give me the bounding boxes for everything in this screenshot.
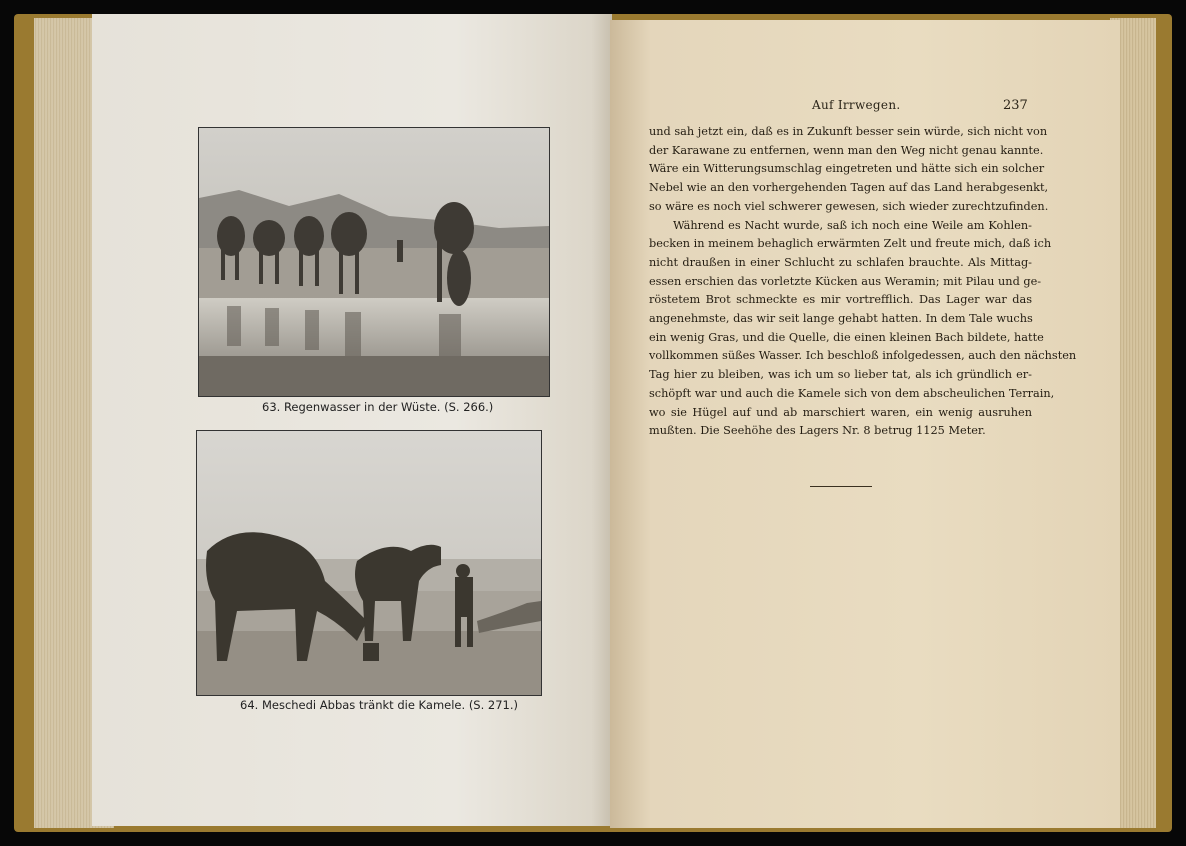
figure-63-number: 63. [262, 400, 281, 414]
text-line: becken in meinem behaglich erwärmten Zelt und freute mich, daß ich [649, 237, 1052, 251]
text-line: angenehmste, das wir seit lange gehabt hatten. In dem Tale wuchs [649, 312, 1033, 326]
section-separator [810, 486, 872, 487]
figure-64-caption [240, 698, 518, 712]
text-line: vollkommen süßes Wasser. Ich beschloß infolgedessen, auch den nächsten [649, 349, 1077, 363]
running-head: Auf Irrwegen. [812, 98, 901, 112]
text-line: so wäre es noch viel schwerer gewesen, sich wieder zurechtzufinden. [649, 199, 1049, 213]
figure-64-photo [196, 430, 542, 696]
text-line: Nebel wie an den vorhergehenden Tagen auf das Land herabgesenkt, [649, 181, 1049, 195]
text-line: mußten. Die Seehöhe des Lagers Nr. 8 betrug 1125 Meter. [649, 424, 986, 438]
text-line: schöpft war und auch die Kamele sich von dem abscheulichen Terrain, [649, 386, 1055, 400]
paragraph [649, 123, 1049, 217]
figure-64-reference: (S. 271.) [468, 698, 519, 712]
figure-63-photo [198, 127, 550, 397]
text-line: essen erschien das vorletzte Kücken aus Weramin; mit Pilau und ge- [649, 274, 1042, 288]
text-line: Tag hier zu bleiben, was ich um so lieber tat, als ich gründlich er- [649, 368, 1032, 382]
figure-63-title: Regenwasser in der Wüste. [283, 400, 441, 414]
text-line: der Karawane zu entfernen, wenn man den Weg nicht genau kannte. [649, 143, 1044, 157]
text-line: und sah jetzt ein, daß es in Zukunft besser sein würde, sich nicht von [649, 125, 1048, 138]
figure-63-caption [262, 400, 493, 414]
text-line: röstetem Brot schmeckte es mir vortrefflich. Das Lager war das [649, 293, 1032, 307]
text-line: ein wenig Gras, und die Quelle, die einen kleinen Bach bildete, hatte [649, 330, 1044, 344]
body-text [649, 123, 1077, 441]
figure-64-number: 64. [240, 698, 259, 712]
text-line: nicht draußen in einer Schlucht zu schlafen brauchte. Als Mittag- [649, 255, 1032, 269]
paragraph [649, 217, 1077, 441]
figure-64-title: Meschedi Abbas tränkt die Kamele. [261, 698, 466, 712]
text-line: Wäre ein Witterungsumschlag eingetreten und hätte sich ein solcher [649, 162, 1045, 176]
page-number: 237 [1003, 98, 1028, 113]
text-line: wo sie Hügel auf und ab marschiert waren, ein wenig ausruhen [649, 405, 1032, 419]
text-line: Während es Nacht wurde, saß ich noch eine Weile am Kohlen- [673, 218, 1032, 232]
figure-63-reference: (S. 266.) [444, 400, 494, 414]
